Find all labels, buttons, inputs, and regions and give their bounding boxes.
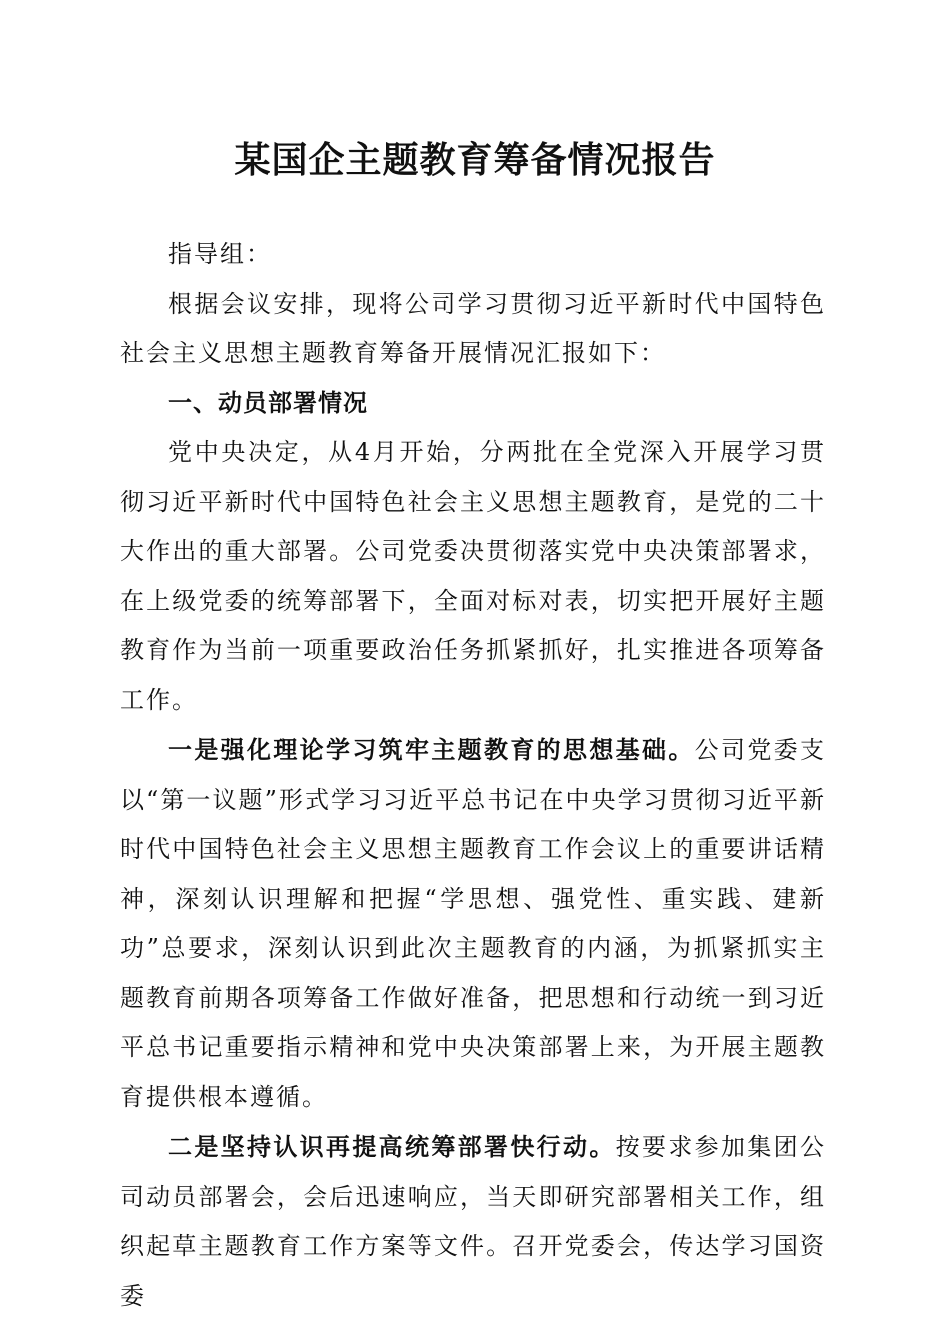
document-title: 某国企主题教育筹备情况报告 (234, 139, 716, 181)
section-heading: 一、动员部署情况 (168, 388, 368, 417)
salutation: 指导组： (168, 240, 272, 268)
document-body (120, 230, 826, 1321)
point-body-1: 公司党委支以“第一议题”形式学习习近平总书记在中央学习贯彻习近平新时代中国特色社会主义思想主题教育工作会议上的重要讲话精神，深刻认识理解和把握“学思想、强党性、重实践、建新功”总要求，深刻认识到此次主题教育的内涵，为抓紧抓实主题教育前期各项筹备工作做好准备，把思想和行动统一到习近平总书记重要指示精神和党中央决策部署上来，为开展主题教育提供根本遵循。 (120, 736, 827, 1111)
body-paragraph: 党中央决定，从4月开始，分两批在全党深入开展学习贯彻习近平新时代中国特色社会主义思想主题教育，是党的二十大作出的重大部署。公司党委决贯彻落实党中央决策部署求，在上级党委的统筹部署下，全面对标对表，切实把开展好主题教育作为当前一项重要政治任务抓紧抓好，扎实推进各项筹备工作。 (120, 438, 826, 714)
point-paragraph-2 (120, 1122, 826, 1321)
point-paragraph-1 (120, 725, 826, 1122)
intro-paragraph: 根据会议安排，现将公司学习贯彻习近平新时代中国特色社会主义思想主题教育筹备开展情况汇报如下： (120, 289, 826, 367)
point-lead-2: 二是坚持认识再提高统筹部署快行动。 (168, 1132, 616, 1161)
point-lead-1: 一是强化理论学习筑牢主题教育的思想基础。 (168, 735, 695, 764)
point-body-2: 按要求参加集团公司动员部署会，会后迅速响应，当天即研究部署相关工作，组织起草主题教育工作方案等文件。召开党委会，传达学习国资委 (120, 1133, 827, 1310)
